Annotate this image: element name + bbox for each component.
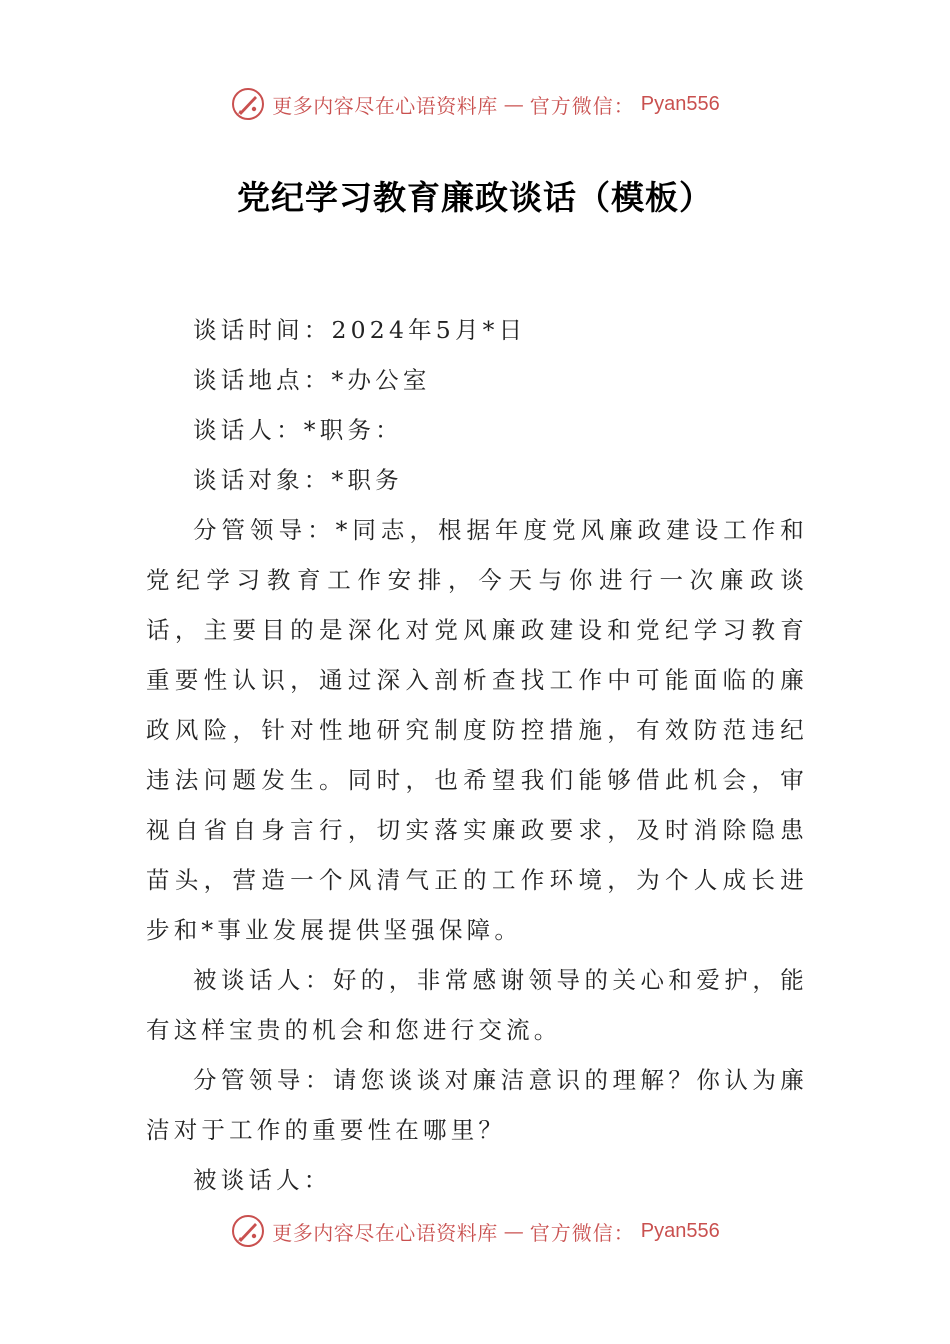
header-watermark (0, 82, 950, 126)
watermark-wechat-id: Pyan556 (640, 1219, 720, 1242)
document-body (146, 305, 808, 1205)
dialogue-paragraph: 分管领导：请您谈谈对廉洁意识的理解？你认为廉洁对于工作的重要性在哪里？ (146, 1066, 808, 1144)
dialogue-paragraph: 分管领导：*同志，根据年度党风廉政建设工作和党纪学习教育工作安排，今天与你进行一次廉政谈话，主要目的是深化对党风廉政建设和党纪学习教育重要性认识，通过深入剖析查找工作中可能面临的廉政风险，针对性地研究制度防控措施，有效防范违纪违法问题发生。同时，也希望我们能够借此机会，审视自省自身言行，切实落实廉政要求，及时消除隐患苗头，营造一个风清气正的工作环境，为个人成长进步和*事业发展提供坚强保障。 (146, 516, 808, 944)
watermark-separator: — (503, 1219, 524, 1243)
watermark-wechat-id: Pyan556 (640, 92, 720, 115)
watermark-brand: 更多内容尽在心语资料库 (272, 93, 498, 118)
meeting-location: 谈话地点：*办公室 (193, 366, 431, 394)
dialogue-paragraph: 被谈话人：好的，非常感谢领导的关心和爱护，能有这样宝贵的机会和您进行交流。 (146, 966, 808, 1044)
meeting-time: 谈话时间：2024年5月*日 (193, 316, 527, 344)
watermark-label: 官方微信： (529, 93, 635, 118)
watermark-label: 官方微信： (529, 1220, 635, 1245)
interviewer: 谈话人：*职务： (193, 416, 403, 444)
dialogue-paragraph: 被谈话人： (193, 1166, 332, 1194)
document-title: 党纪学习教育廉政谈话（模板） (237, 178, 713, 217)
footer-watermark (0, 1209, 950, 1253)
watermark-separator: — (503, 92, 524, 116)
quill-pen-logo-icon (230, 86, 266, 122)
watermark-brand: 更多内容尽在心语资料库 (272, 1220, 498, 1245)
interviewee: 谈话对象：*职务 (193, 466, 403, 494)
quill-pen-logo-icon (230, 1213, 266, 1249)
